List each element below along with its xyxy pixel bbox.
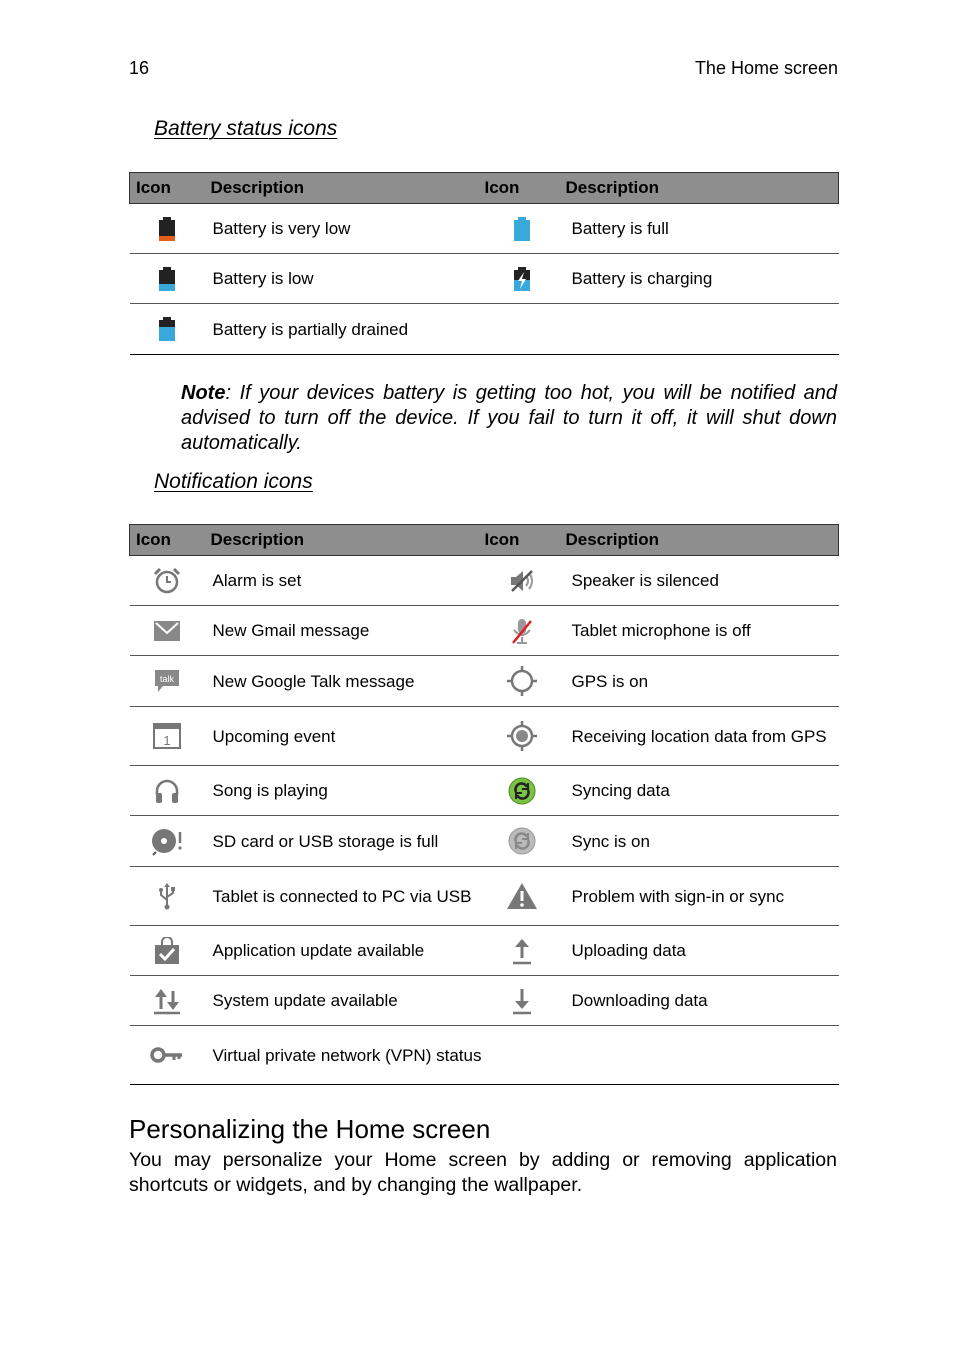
- talk-icon-label: talk: [159, 674, 175, 684]
- gmail-envelope-icon: [130, 620, 205, 642]
- table-cell: Syncing data: [560, 766, 839, 816]
- table-cell: SD card or USB storage is full: [205, 816, 485, 867]
- col-icon-header: Icon: [485, 173, 560, 204]
- table-cell: Alarm is set: [205, 556, 485, 606]
- table-row: [130, 707, 839, 766]
- chapter-title: The Home screen: [694, 58, 838, 78]
- table-cell: [560, 304, 839, 355]
- table-cell: New Google Talk message: [205, 656, 485, 707]
- col-description-header: Description: [205, 173, 485, 204]
- col-icon-header: Icon: [130, 173, 205, 204]
- page-number: 16: [129, 58, 150, 78]
- table-cell: Sync is on: [560, 816, 839, 867]
- col-icon-header: Icon: [130, 525, 205, 556]
- table-row: [130, 606, 839, 656]
- notification-icons-table: [129, 524, 839, 1085]
- headphones-icon: [130, 777, 205, 805]
- col-description-header: Description: [560, 525, 839, 556]
- battery-very-low-icon: [130, 217, 205, 241]
- table-row: [130, 1026, 839, 1085]
- table-cell: Upcoming event: [205, 707, 485, 766]
- table-row: [130, 304, 839, 355]
- battery-icons-table: [129, 172, 839, 355]
- table-cell: Battery is partially drained: [205, 304, 485, 355]
- table-row: [130, 976, 839, 1026]
- table-cell: Virtual private network (VPN) status: [205, 1026, 485, 1085]
- note-paragraph: [181, 381, 837, 456]
- upload-arrow-icon: [485, 937, 560, 965]
- table-row: [130, 867, 839, 926]
- section-heading: Personalizing the Home screen: [129, 1114, 491, 1144]
- body-paragraph: You may personalize your Home screen by adding or removing application shortcuts or widgets, and by changing the wallpaper.: [129, 1149, 837, 1196]
- talk-bubble-icon: [130, 668, 205, 694]
- table-row: [130, 816, 839, 867]
- calendar-icon-day: 1: [163, 733, 171, 748]
- table-cell: Battery is full: [560, 204, 839, 254]
- table-cell: Tablet microphone is off: [560, 606, 839, 656]
- speaker-muted-icon: [485, 567, 560, 595]
- microphone-off-icon: [485, 617, 560, 645]
- warning-triangle-icon: [485, 882, 560, 910]
- shopping-bag-check-icon: [130, 937, 205, 965]
- sd-card-full-icon: [130, 826, 205, 856]
- table-cell: Uploading data: [560, 926, 839, 976]
- battery-charging-icon: [485, 267, 560, 291]
- note-text: : If your devices battery is getting too hot, you will be notified and advised to turn off the device. If you fail to turn it off, it will shut down automatically.: [181, 382, 837, 454]
- battery-partially-drained-icon: [130, 317, 205, 341]
- table-cell: Problem with sign-in or sync: [560, 867, 839, 926]
- table-cell: [560, 1026, 839, 1085]
- table-row: [130, 656, 839, 707]
- calendar-icon: [130, 722, 205, 750]
- vpn-key-icon: [130, 1045, 205, 1065]
- col-description-header: Description: [205, 525, 485, 556]
- table-row: [130, 204, 839, 254]
- table-row: [130, 556, 839, 606]
- battery-section-title: Battery status icons: [154, 117, 338, 140]
- system-update-arrows-icon: [130, 987, 205, 1015]
- table-cell: Song is playing: [205, 766, 485, 816]
- table-row: [130, 254, 839, 304]
- table-cell: Tablet is connected to PC via USB: [205, 867, 485, 926]
- table-header-row: [130, 173, 839, 204]
- table-cell: Battery is charging: [560, 254, 839, 304]
- table-cell: Battery is very low: [205, 204, 485, 254]
- table-cell: Application update available: [205, 926, 485, 976]
- table-cell: Downloading data: [560, 976, 839, 1026]
- col-icon-header: Icon: [485, 525, 560, 556]
- table-cell: System update available: [205, 976, 485, 1026]
- table-cell: New Gmail message: [205, 606, 485, 656]
- table-cell: Receiving location data from GPS: [560, 707, 839, 766]
- battery-low-icon: [130, 267, 205, 291]
- alarm-clock-icon: [130, 567, 205, 595]
- battery-full-icon: [485, 217, 560, 241]
- sync-active-icon: [485, 777, 560, 805]
- table-cell: Speaker is silenced: [560, 556, 839, 606]
- notification-section-title: Notification icons: [154, 470, 313, 493]
- note-label: Note: [181, 382, 226, 404]
- table-cell: Battery is low: [205, 254, 485, 304]
- gps-receiving-icon: [485, 720, 560, 752]
- table-header-row: [130, 525, 839, 556]
- table-cell: GPS is on: [560, 656, 839, 707]
- usb-icon: [130, 882, 205, 910]
- table-row: [130, 926, 839, 976]
- table-row: [130, 766, 839, 816]
- sync-on-icon: [485, 827, 560, 855]
- download-arrow-icon: [485, 987, 560, 1015]
- gps-on-icon: [485, 665, 560, 697]
- col-description-header: Description: [560, 173, 839, 204]
